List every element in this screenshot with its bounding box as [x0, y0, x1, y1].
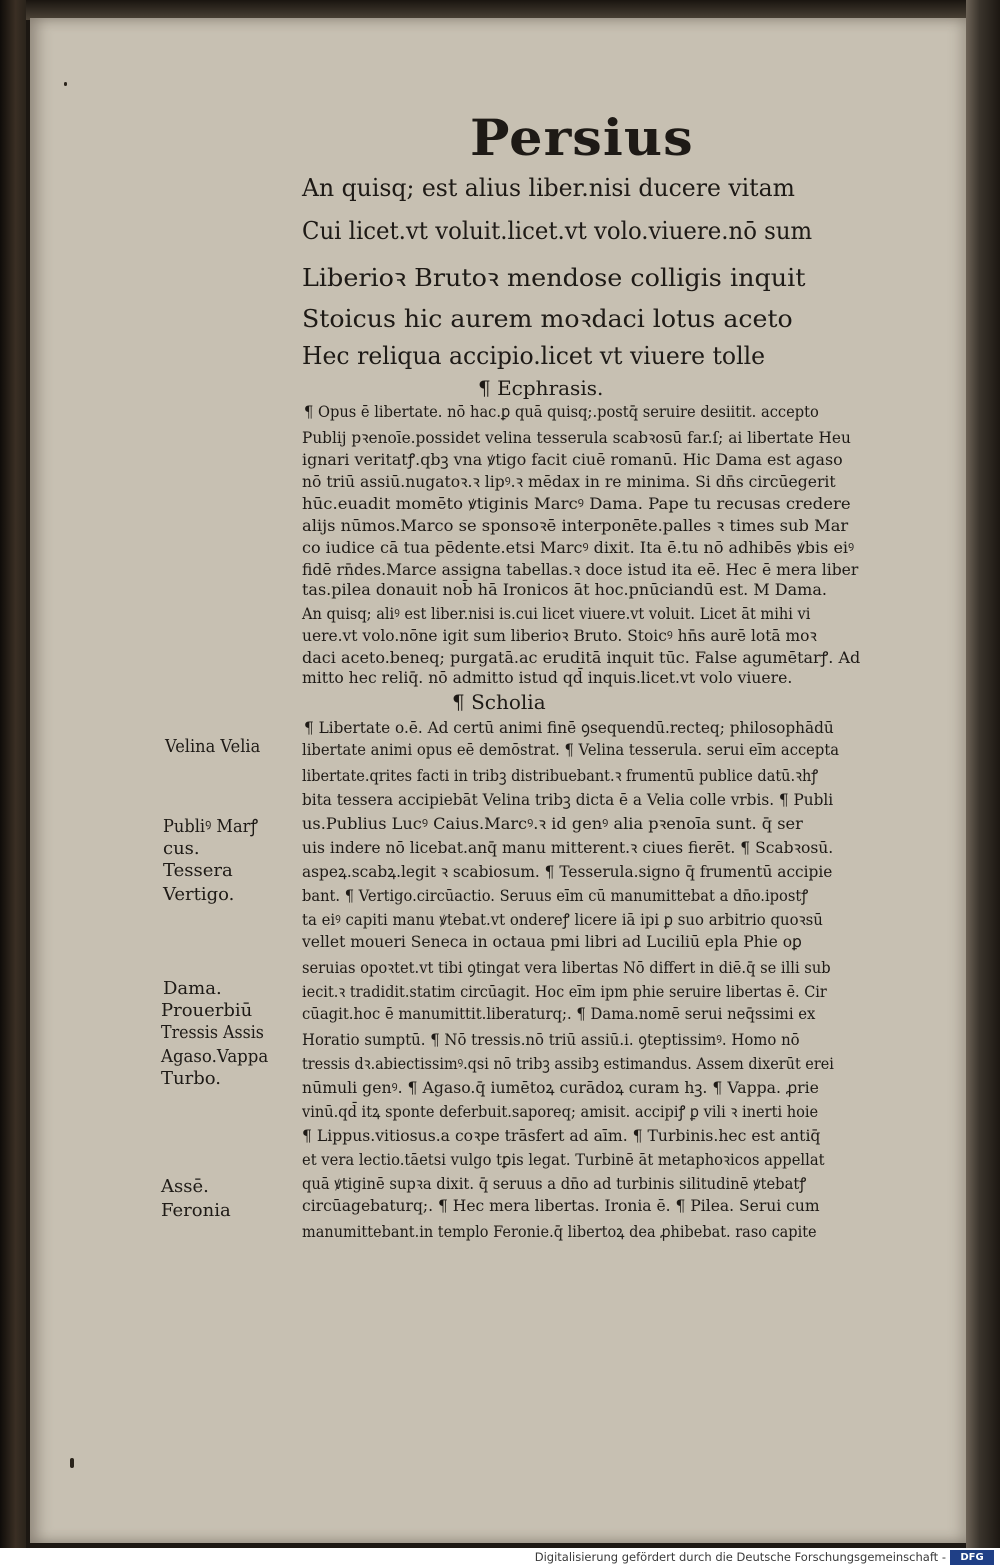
commentary-line: Publij pꝛenoīe.possidet velina tesserula scabꝛosū far.ſ; ai libertate Heu — [302, 428, 851, 447]
margin-note: Prouerbiū — [161, 1000, 253, 1021]
commentary-line: mitto hec reliq̄. nō admitto istud qd̄ inquis.licet.vt volo viuere. — [302, 668, 793, 687]
dfg-logo-text: DFG — [960, 1552, 984, 1563]
verse-line: Cui licet.vt voluit.licet.vt volo.viuere.nō sum — [302, 217, 813, 245]
commentary-line: nō triū assiū.nugatoꝛ.ꝛ lipꝰ.ꝛ mēdax in re minima. Si dn̄s circūegerit — [302, 472, 836, 491]
commentary-line: ignari veritatꝭ.qbꝫ vna ꝟtigo facit ciuē romanū. Hic Dama est agaso — [302, 450, 843, 469]
margin-note: Turbo. — [161, 1068, 221, 1089]
verse-line: Liberioꝛ Brutoꝛ mendose colligis inquit — [302, 264, 806, 292]
running-head: Persius — [470, 108, 694, 167]
scholia-line: aspeꝝ.scabꝝ.legit ꝛ scabiosum. ¶ Tesserula.signo q̄ frumentū accipie — [302, 862, 833, 881]
ink-speck — [70, 1458, 74, 1468]
scholia-line: tressis dꝛ.abiectissimꝰ.qsi nō tribꝫ assibꝫ estimandus. Assem dixerūt erei — [302, 1054, 834, 1073]
margin-note: Agaso.Vappa — [161, 1046, 269, 1067]
scholia-line: quā ꝟtiginē supꝛa dixit. q̄ seruus a dn̄o ad turbinis silitudinē ꝟtebatꝭ — [302, 1174, 807, 1193]
margin-note: Tressis Assis — [161, 1022, 264, 1043]
page-stack-edge — [966, 0, 1000, 1548]
margin-note: Assē. — [161, 1176, 209, 1197]
commentary-line: daci aceto.beneq; purgatā.ac eruditā inquit tūc. False agumētarꝭ. Ad — [302, 648, 861, 667]
scholia-line: libertate.qrites facti in tribꝫ distribuebant.ꝛ frumentū publice datū.ꝛhꝭ — [302, 766, 819, 785]
scholia-line: vellet moueri Seneca in octaua pmi libri ad Luciliū epla Phie oꝑ — [302, 932, 802, 951]
scholia-line: bita tessera accipiebāt Velina tribꝫ dicta ē a Velia colle vrbis. ¶ Publi — [302, 790, 834, 809]
scholia-line: us.Publius Lucꝰ Caius.Marcꝰ.ꝛ id genꝰ alia pꝛenoīa sunt. q̄ ser — [302, 814, 803, 833]
scholia-line: vinū.qd̄ itꝝ sponte deferbuit.saporeq; amisit. accipiꝭ ꝑ vili ꝛ inerti hoie — [302, 1102, 819, 1121]
scholia-line: bant. ¶ Vertigo.circūactio. Seruus eīm cū manumittebat a dn̄o.ipostꝭ — [302, 886, 809, 905]
verse-line: Stoicus hic aurem moꝛdaci lotus aceto — [302, 305, 793, 333]
commentary-line: tas.pilea donauit nob̄ hā Ironicos āt hoc.pnūciandū est. M Dama. — [302, 580, 827, 599]
verse-line: Hec reliqua accipio.licet vt viuere tolle — [302, 342, 766, 370]
scholia-line: uis indere nō licebat.anq̄ manu mitterent.ꝛ ciues fierēt. ¶ Scabꝛosū. — [302, 838, 834, 857]
margin-note: Feronia — [161, 1200, 231, 1221]
scholia-line: iecit.ꝛ tradidit.statim circūagit. Hoc eīm ipm phie seruire libertas ē. Cir — [302, 982, 827, 1001]
commentary-line: ¶ Opus ē libertate. nō hac.ꝑ quā quisq;.postq̄ seruire desiitit. accepto — [304, 402, 819, 421]
commentary-line: fidē rn̄des.Marce assigna tabellas.ꝛ doce istud ita eē. Hec ē mera liber — [302, 560, 859, 579]
scholia-line: nūmuli genꝰ. ¶ Agaso.q̄ iumētoꝝ curādoꝝ curam hꝫ. ¶ Vappa. ꝓrie — [302, 1078, 819, 1097]
footer-bar — [0, 1548, 1000, 1567]
scholia-line: et vera lectio.tāetsi vulgo tꝑis legat. Turbinē āt metaphoꝛicos appellat — [302, 1150, 825, 1169]
commentary-line: co iudice cā tua pēdente.etsi Marcꝰ dixit. Ita ē.tu nō adhibēs ꝟbis eiꝰ — [302, 538, 855, 557]
commentary-line: An quisq; aliꝰ est liber.nisi is.cui licet viuere.vt voluit. Licet āt mihi vi — [302, 604, 811, 623]
margin-note: cus. — [163, 838, 200, 859]
section-heading-scholia: ¶ Scholia — [452, 690, 546, 714]
section-heading-ecphrasis: ¶ Ecphrasis. — [478, 376, 604, 400]
margin-note: Dama. — [163, 978, 222, 999]
commentary-line: uere.vt volo.nōne igit sum liberioꝛ Bruto. Stoicꝰ hn̄s aurē lotā moꝛ — [302, 626, 817, 645]
scholia-line: ¶ Lippus.vitiosus.a coꝛpe trāsfert ad aīm. ¶ Turbinis.hec est antiq̄ — [302, 1126, 821, 1145]
margin-note: Vertigo. — [163, 884, 235, 905]
dfg-logo — [950, 1550, 994, 1565]
scholia-line: cūagit.hoc ē manumittit.liberaturq;. ¶ Dama.nomē serui neq̄ssimi ex — [302, 1004, 816, 1023]
margin-note: Velina Velia — [165, 736, 261, 757]
scholia-line: Horatio sumptū. ¶ Nō tressis.nō triū assiū.i. ꝯteptissimꝰ. Homo nō — [302, 1030, 800, 1049]
footer-credit: Digitalisierung gefördert durch die Deutsche Forschungsgemeinschaft - — [534, 1550, 946, 1564]
scholia-line: ta eiꝰ capiti manu ꝟtebat.vt ondereꝭ licere iā ipi ꝑ suo arbitrio quoꝛsū — [302, 910, 823, 929]
scholia-line: ¶ Libertate o.ē. Ad certū animi finē ꝯsequendū.recteq; philosophādū — [304, 718, 834, 737]
scholia-line: libertate animi opus eē demōstrat. ¶ Velina tesserula. serui eīm accepta — [302, 740, 840, 759]
scholia-line: circūagebaturq;. ¶ Hec mera libertas. Ironia ē. ¶ Pilea. Serui cum — [302, 1196, 820, 1215]
book-spine-edge — [0, 0, 26, 1548]
margin-note: Tessera — [163, 860, 233, 881]
verse-line: An quisq; est alius liber.nisi ducere vitam — [302, 174, 795, 202]
commentary-line: alijs nūmos.Marco se sponsoꝛē interponēte.palles ꝛ times sub Mar — [302, 516, 849, 535]
top-shadow — [26, 0, 966, 20]
scholia-line: seruias opoꝛtet.vt tibi ꝯtingat vera libertas Nō differt in diē.q̄ se illi sub — [302, 958, 831, 977]
commentary-line: hūc.euadit momēto ꝟtiginis Marcꝰ Dama. Pape tu recusas credere — [302, 494, 851, 513]
ink-speck — [64, 82, 67, 86]
margin-note: Publiꝰ Marꝭ — [163, 816, 259, 837]
scholia-line: manumittebant.in templo Feronie.q̄ libertoꝝ dea ꝓhibebat. raso capite — [302, 1222, 817, 1241]
